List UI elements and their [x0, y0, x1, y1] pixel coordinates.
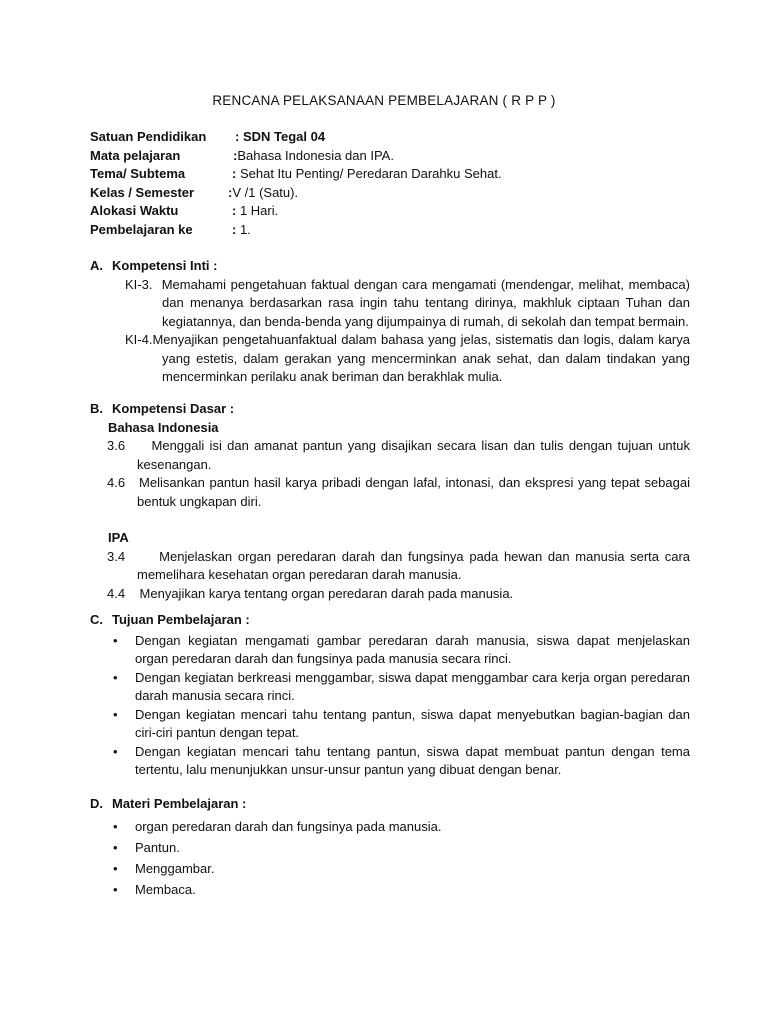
- identity-label: Alokasi Waktu: [90, 203, 179, 218]
- ki-code: KI-3.: [125, 276, 153, 292]
- kd-item: [90, 474, 690, 511]
- bullet-icon: •: [113, 632, 118, 648]
- identity-value: : 1.: [232, 221, 251, 237]
- identity-label: Satuan Pendidikan: [90, 129, 207, 144]
- subject-heading: IPA: [108, 530, 129, 545]
- kd-code: 3.6: [107, 438, 126, 453]
- kd-text: Melisankan pantun hasil karya pribadi dengan lafal, intonasi, dan ekspresi yang tepat sebagai bentuk ungkapan diri.: [137, 475, 690, 509]
- kd-item: [90, 548, 690, 585]
- identity-value: : Sehat Itu Penting/ Peredaran Darahku Sehat.: [232, 166, 502, 181]
- kd-code: 4.6: [107, 475, 126, 490]
- kd-text: Menggali isi dan amanat pantun yang disajikan secara lisan dan tulis dengan tujuan untuk kesenangan.: [137, 438, 690, 472]
- bullet-icon: •: [113, 743, 118, 759]
- list-item: • Pantun.: [90, 837, 690, 858]
- bullet-icon: •: [113, 706, 118, 722]
- bullet-icon: •: [113, 860, 118, 876]
- kd-code: 4.4: [107, 585, 126, 601]
- identity-label: Mata pelajaran: [90, 147, 181, 163]
- bullet-icon: •: [113, 818, 118, 834]
- kd-item: [90, 585, 690, 604]
- list-item: • Menggambar.: [90, 858, 690, 879]
- kd-text: Menjelaskan organ peredaran darah dan fungsinya pada hewan dan manusia serta cara memelihara kesehatan organ peredaran darah manusia.: [137, 548, 690, 582]
- kd-text: Menyajikan karya tentang organ peredaran darah pada manusia.: [139, 585, 514, 601]
- identity-label: Tema/ Subtema: [90, 166, 186, 181]
- ki-text: Menyajikan pengetahuanfaktual dalam bahasa yang jelas, sistematis dan logis, dalam karya yang estetis, dalam gerakan yang mencerminkan anak sehat, dan dalam tindakan yang mencerminkan perilaku anak beriman dan berakhlak mulia.: [152, 332, 690, 384]
- list-item: • Dengan kegiatan mencari tahu tentang pantun, siswa dapat menyebutkan bagian-bagian dan ciri-ciri pantun dengan tepat.: [113, 706, 690, 740]
- section-heading: A. Kompetensi Inti :: [90, 258, 218, 273]
- identity-label: Pembelajaran ke: [90, 221, 193, 237]
- section-materi-pembelajaran: [90, 795, 690, 900]
- list-item: • Dengan kegiatan mengamati gambar peredaran darah manusia, siswa dapat menjelaskan organ peredaran darah dan fungsinya pada manusia secara rinci.: [113, 632, 690, 666]
- bullet-icon: •: [113, 839, 118, 855]
- kd-code: 3.4: [107, 548, 126, 564]
- section-heading: C. Tujuan Pembelajaran :: [90, 612, 250, 627]
- ki-item: [90, 276, 690, 332]
- list-item: • Membaca.: [90, 879, 690, 900]
- list-item: • organ peredaran darah dan fungsinya pada manusia.: [90, 816, 690, 837]
- kd-item: [90, 437, 690, 474]
- bullet-icon: •: [113, 881, 118, 897]
- subject-heading: Bahasa Indonesia: [108, 419, 219, 435]
- section-heading: B. Kompetensi Dasar :: [90, 401, 235, 416]
- bullet-icon: •: [113, 669, 118, 685]
- identity-value: : SDN Tegal 04: [235, 129, 326, 144]
- list-item: • Dengan kegiatan berkreasi menggambar, siswa dapat menggambar cara kerja organ peredaran darah manusia secara rinci.: [113, 669, 690, 703]
- section-heading: D. Materi Pembelajaran :: [90, 796, 247, 811]
- list-item: • Dengan kegiatan mencari tahu tentang pantun, siswa dapat membuat pantun dengan tema tertentu, lalu menunjukkan unsur-unsur pantun yang dibuat dengan benar.: [113, 743, 690, 777]
- identity-value: :V /1 (Satu).: [228, 184, 299, 200]
- section-kompetensi-inti: [90, 257, 690, 387]
- section-kompetensi-dasar: [90, 400, 690, 603]
- document-title: RENCANA PELAKSANAAN PEMBELAJARAN ( R P P ): [212, 93, 556, 108]
- ki-code: KI-4.: [125, 332, 153, 347]
- ki-text: Memahami pengetahuan faktual dengan cara mengamati (mendengar, melihat, membaca) dan menanya berdasarkan rasa ingin tahu tentang dirinya, makhluk ciptaan Tuhan dan kegiatannya, dan benda-benda yang dijumpainya di rumah, di sekolah dan tempat bermain.: [161, 276, 690, 329]
- section-tujuan-pembelajaran: [90, 611, 690, 780]
- identity-label: Kelas / Semester: [90, 184, 195, 200]
- identity-value: :Bahasa Indonesia dan IPA.: [233, 147, 394, 163]
- ki-item: [90, 331, 690, 387]
- identity-value: : 1 Hari.: [232, 203, 279, 218]
